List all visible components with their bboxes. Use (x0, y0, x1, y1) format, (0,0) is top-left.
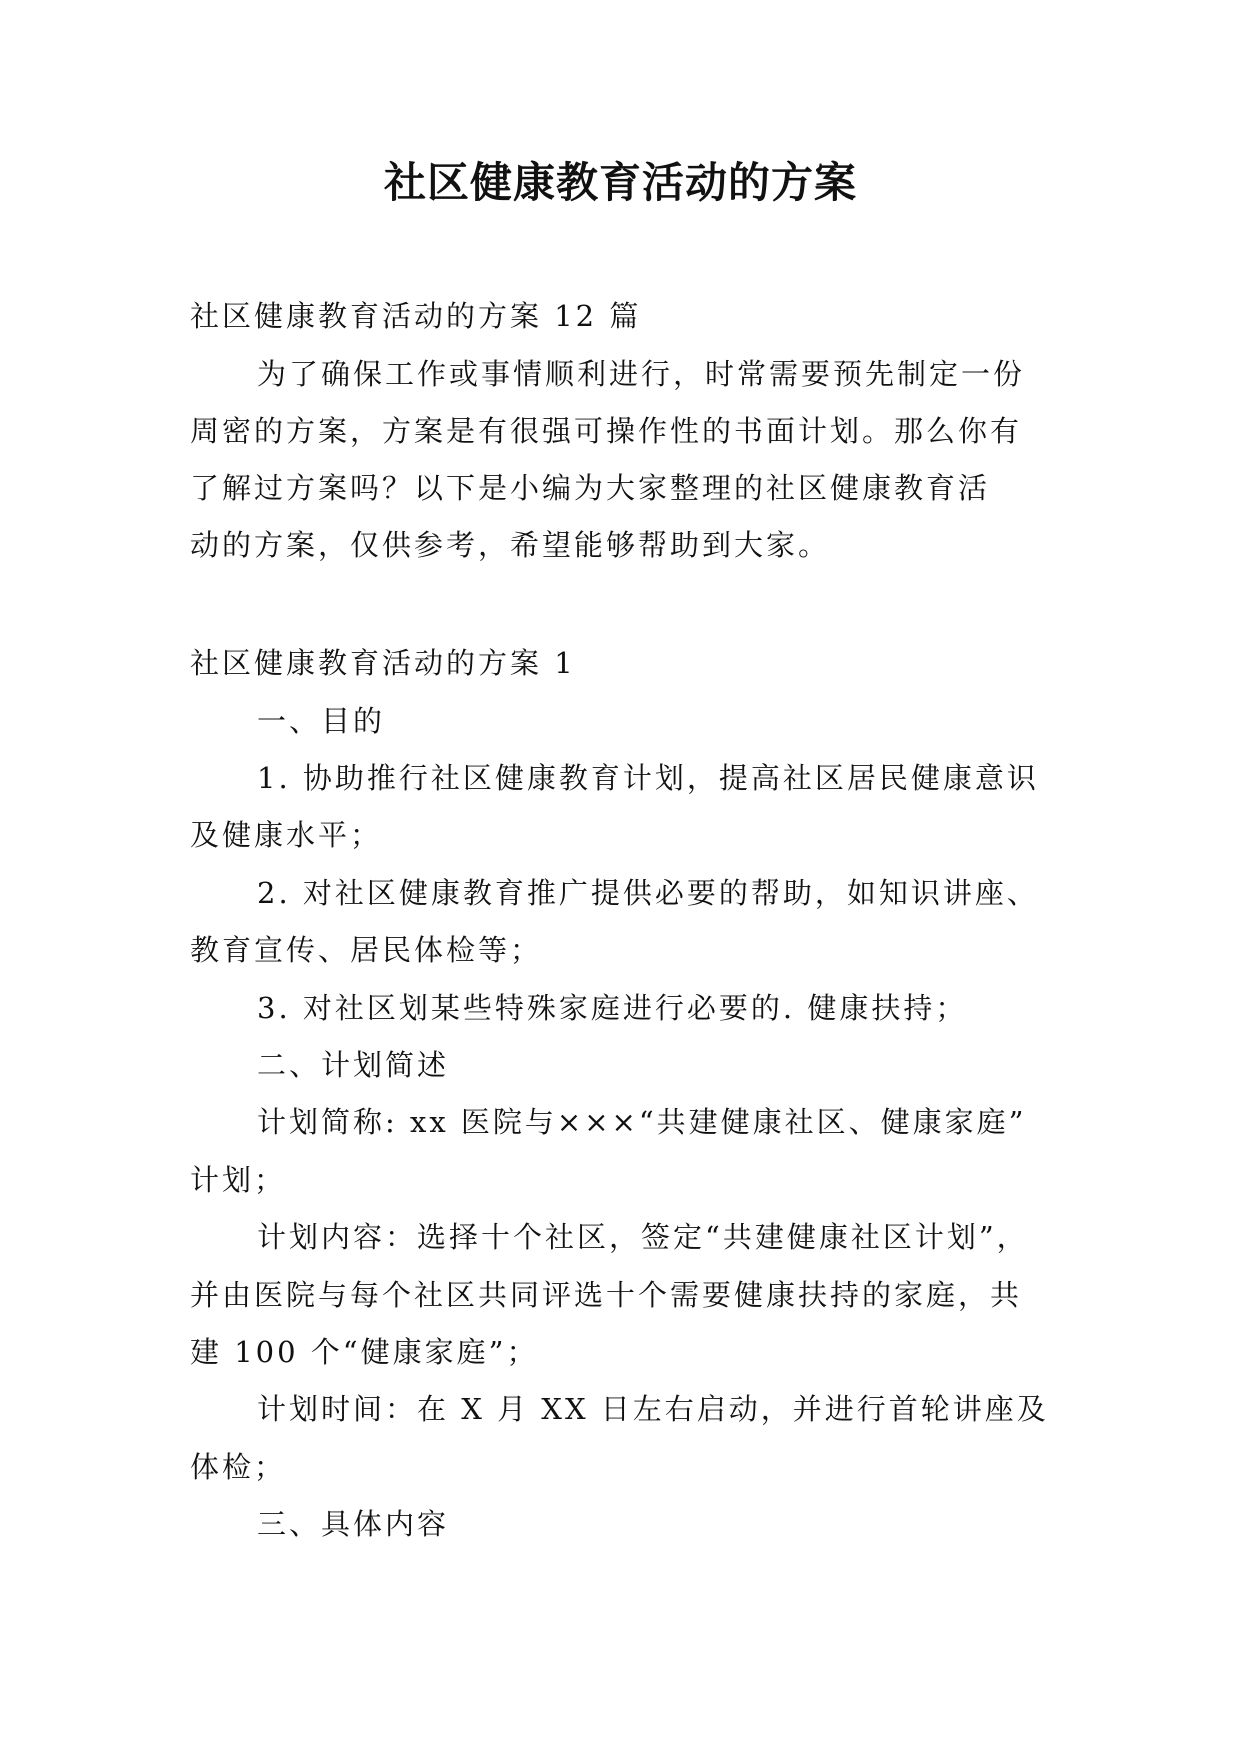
plan-content-cont-2: 建 100 个“健康家庭”； (190, 1335, 539, 1369)
purpose-item-1: 1. 协助推行社区健康教育计划，提高社区居民健康意识 (257, 761, 1039, 795)
intro-line-4: 动的方案，仅供参考，希望能够帮助到大家。 (190, 528, 831, 562)
heading-purpose: 一、目的 (257, 704, 386, 738)
purpose-item-3: 3. 对社区划某些特殊家庭进行必要的. 健康扶持； (257, 991, 968, 1025)
section-heading: 社区健康教育活动的方案 1 (190, 646, 576, 680)
plan-content-cont-1: 并由医院与每个社区共同评选十个需要健康扶持的家庭，共 (190, 1278, 1023, 1312)
document-title: 社区健康教育活动的方案 (383, 158, 857, 207)
plan-name-cont: 计划； (190, 1163, 287, 1197)
plan-time: 计划时间：在 X 月 XX 日左右启动，并进行首轮讲座及 (257, 1392, 1049, 1426)
plan-time-cont: 体检； (190, 1450, 287, 1484)
intro-line-1: 为了确保工作或事情顺利进行，时常需要预先制定一份 (257, 357, 1026, 391)
plan-name: 计划简称: xx 医院与×××“共建健康社区、健康家庭” (257, 1105, 1027, 1139)
purpose-item-2-cont: 教育宣传、居民体检等； (190, 933, 543, 967)
plan-content: 计划内容：选择十个社区，签定“共建健康社区计划”， (257, 1220, 1029, 1254)
heading-plan-summary: 二、计划简述 (257, 1048, 450, 1082)
intro-line-2: 周密的方案，方案是有很强可操作性的书面计划。那么你有 (190, 414, 1023, 448)
intro-line-3: 了解过方案吗？以下是小编为大家整理的社区健康教育活 (190, 471, 991, 505)
purpose-item-1-cont: 及健康水平； (190, 818, 383, 852)
heading-details: 三、具体内容 (257, 1507, 450, 1541)
document-subtitle: 社区健康教育活动的方案 12 篇 (190, 299, 642, 333)
purpose-item-2: 2. 对社区健康教育推广提供必要的帮助，如知识讲座、 (257, 876, 1039, 910)
